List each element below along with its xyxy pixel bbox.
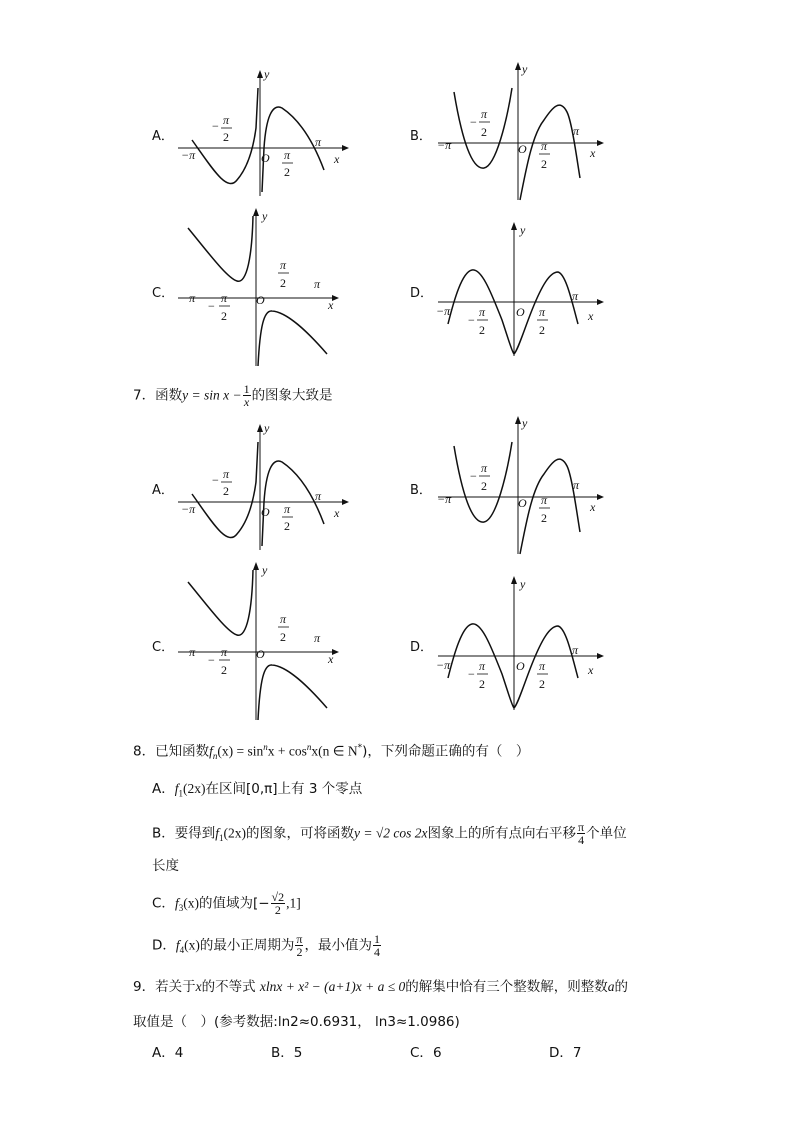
graph-option-d-1 xyxy=(432,220,612,360)
neg-sign: − xyxy=(470,115,477,129)
frac-two: 2 xyxy=(479,323,485,337)
q8-formula-part: (x) = sin xyxy=(217,743,264,759)
y-axis-label: y xyxy=(522,416,528,430)
pi-label: π xyxy=(572,643,579,657)
fraction xyxy=(373,933,381,958)
q9-text: 的解集中恰有三个整数解，则整数 xyxy=(405,979,608,995)
q8-option-a xyxy=(152,779,362,804)
frac-two: 2 xyxy=(223,130,229,144)
frac-two: 2 xyxy=(223,484,229,498)
q9-choice-b xyxy=(271,1043,302,1063)
neg-pi-label: −π xyxy=(181,291,196,305)
q9-text: 若关于 xyxy=(155,979,196,995)
option-d-label-1: D． xyxy=(410,286,434,301)
neg-pi-label: −π xyxy=(181,502,196,516)
variable: x xyxy=(195,979,202,994)
pi-label: π xyxy=(573,124,580,138)
formula: y = √2 cos 2x xyxy=(354,825,428,841)
option-label: C． xyxy=(152,895,175,912)
neg-sign: − xyxy=(468,313,475,327)
pi-label: π xyxy=(572,289,579,303)
frac-denominator: 2 xyxy=(274,903,281,917)
graph-option-b-1 xyxy=(432,60,612,205)
frac-pi: π xyxy=(479,659,486,673)
option-c-label-2: C． xyxy=(152,640,175,655)
frac-denominator: 2 xyxy=(296,945,303,959)
frac-pi: π xyxy=(284,502,291,516)
graph-option-b-2 xyxy=(432,414,612,559)
q9-text: 的 xyxy=(614,979,628,995)
pi-label: π xyxy=(315,489,322,503)
func-subscript: n xyxy=(212,751,218,762)
variable: a xyxy=(607,979,615,994)
neg-pi-label: −π xyxy=(436,658,451,672)
frac-pi: π xyxy=(221,291,228,305)
graph-option-a-1 xyxy=(172,68,352,204)
neg-sign: − xyxy=(208,653,215,667)
q8-option-b-line2: 长度 xyxy=(152,858,179,874)
func-symbol: f xyxy=(209,743,213,759)
func-subscript: 4 xyxy=(179,945,185,956)
y-axis-label: y xyxy=(262,209,268,223)
frac-numerator: √2 xyxy=(271,890,285,904)
frac-pi: π xyxy=(541,139,548,153)
neg-sign: − xyxy=(212,119,219,133)
pi-label: π xyxy=(314,631,321,645)
frac-two: 2 xyxy=(284,165,290,179)
x-axis-label: x xyxy=(328,652,334,666)
frac-two: 2 xyxy=(221,309,227,323)
q8-formula-part: x + cos xyxy=(267,743,307,759)
neg-pi-label: −π xyxy=(437,492,452,506)
option-label: D． xyxy=(549,1045,573,1061)
func-subscript: 1 xyxy=(219,833,224,844)
option-d-label-2: D． xyxy=(410,640,434,655)
graph-option-a-2 xyxy=(172,422,352,558)
q7-suffix: 的图象大致是 xyxy=(251,387,333,404)
neg-pi-label: −π xyxy=(181,148,196,162)
frac-numerator: π xyxy=(296,932,303,946)
pi-label: π xyxy=(315,135,322,149)
option-text: 在区间[0,π]上有 3 个零点 xyxy=(205,781,363,797)
func-argument: (x) xyxy=(184,937,200,953)
frac-two: 2 xyxy=(479,677,485,691)
neg-sign: − xyxy=(470,469,477,483)
y-axis-label: y xyxy=(264,67,270,81)
frac-denominator: x xyxy=(243,395,250,409)
func-symbol: f xyxy=(174,895,179,911)
frac-denominator: 4 xyxy=(578,833,585,847)
option-text: 的最小正周期为 xyxy=(199,937,295,954)
frac-pi: π xyxy=(284,148,291,162)
func-subscript: 3 xyxy=(178,903,184,914)
frac-two: 2 xyxy=(284,519,290,533)
neg-sign: − xyxy=(212,473,219,487)
pi-label: π xyxy=(573,478,580,492)
frac-pi: π xyxy=(541,493,548,507)
option-text: ,1] xyxy=(286,895,301,911)
question-9-stem xyxy=(133,977,628,997)
frac-numerator: π xyxy=(578,820,585,834)
frac-two: 2 xyxy=(541,511,547,525)
option-text: 的值域为[− xyxy=(198,895,270,912)
q8-stem-text: 已知函数 xyxy=(155,743,210,760)
option-label: C． xyxy=(410,1045,433,1061)
frac-two: 2 xyxy=(541,157,547,171)
x-axis-label: x xyxy=(588,309,594,323)
q7-fraction xyxy=(243,383,251,408)
q9-choice-d xyxy=(549,1043,582,1063)
frac-pi: π xyxy=(539,659,546,673)
frac-two: 2 xyxy=(539,323,545,337)
option-label: B． xyxy=(152,825,175,842)
func-argument: (x) xyxy=(183,895,199,911)
fraction xyxy=(577,821,585,846)
frac-two: 2 xyxy=(481,125,487,139)
option-value: 4 xyxy=(174,1045,184,1061)
y-axis-label: y xyxy=(262,563,268,577)
question-7-stem xyxy=(133,383,333,408)
neg-pi-label: −π xyxy=(436,304,451,318)
func-argument: (2x) xyxy=(183,781,206,796)
y-axis-label: y xyxy=(520,577,526,591)
func-argument: (2x) xyxy=(223,825,247,841)
question-number: 7． xyxy=(133,387,156,404)
option-b-label-2: B． xyxy=(410,483,432,498)
x-axis-label: x xyxy=(328,298,334,312)
x-axis-label: x xyxy=(590,146,596,160)
y-axis-label: y xyxy=(264,421,270,435)
q8-stem-end: )，下列命题正确的有（ ） xyxy=(362,743,530,760)
option-text: 图象上的所有点向右平移 xyxy=(427,825,577,842)
q7-formula: y = sin x − xyxy=(182,387,242,403)
func-symbol: f xyxy=(175,937,180,953)
x-axis-label: x xyxy=(334,506,340,520)
origin-label: O xyxy=(516,305,525,319)
option-c-label-1: C． xyxy=(152,286,175,301)
neg-sign: − xyxy=(208,299,215,313)
option-text: ，最小值为 xyxy=(304,937,372,954)
x-axis-label: x xyxy=(334,152,340,166)
q8-option-b xyxy=(152,821,627,848)
option-label: A． xyxy=(152,781,175,797)
graph-option-c-1 xyxy=(172,206,352,371)
origin-label: O xyxy=(518,142,527,156)
option-value: 7 xyxy=(572,1045,582,1061)
option-a-label-1: A． xyxy=(152,129,174,144)
frac-two: 2 xyxy=(221,663,227,677)
frac-pi: π xyxy=(280,612,287,626)
y-axis-label: y xyxy=(522,62,528,76)
x-axis-label: x xyxy=(590,500,596,514)
neg-sign: − xyxy=(468,667,475,681)
option-label: A． xyxy=(152,1045,175,1061)
question-number: 9． xyxy=(133,979,156,995)
frac-two: 2 xyxy=(539,677,545,691)
neg-pi-label: −π xyxy=(437,138,452,152)
inequality-formula: xlnx + x² − (a+1)x + a ≤ 0 xyxy=(259,979,406,994)
option-b-label-1: B． xyxy=(410,129,432,144)
neg-pi-label: −π xyxy=(181,645,196,659)
q8-option-d xyxy=(152,933,382,960)
frac-two: 2 xyxy=(280,276,286,290)
frac-pi: π xyxy=(280,258,287,272)
option-text: 个单位 xyxy=(586,825,627,842)
option-text: 的图象，可将函数 xyxy=(246,825,355,842)
q9-choice-a xyxy=(152,1043,183,1063)
frac-numerator: 1 xyxy=(373,932,380,946)
q8-option-c xyxy=(152,891,301,918)
question-9-line2: 取值是（ ）(参考数据:ln2≈0.6931， ln3≈1.0986) xyxy=(133,1014,460,1030)
frac-pi: π xyxy=(479,305,486,319)
graph-option-c-2 xyxy=(172,560,352,725)
option-text: 要得到 xyxy=(174,825,216,842)
origin-label: O xyxy=(518,496,527,510)
option-value: 5 xyxy=(293,1045,303,1061)
func-subscript: 1 xyxy=(178,788,184,799)
fraction xyxy=(295,933,303,958)
frac-two: 2 xyxy=(481,479,487,493)
option-value: 6 xyxy=(432,1045,442,1061)
origin-label: O xyxy=(256,647,265,661)
option-label: D． xyxy=(152,937,176,954)
option-label: B． xyxy=(271,1045,294,1061)
origin-label: O xyxy=(261,505,270,519)
frac-two: 2 xyxy=(280,630,286,644)
origin-label: O xyxy=(516,659,525,673)
x-axis-label: x xyxy=(588,663,594,677)
origin-label: O xyxy=(261,151,270,165)
q7-prefix: 函数 xyxy=(155,387,183,404)
q8-formula-part: x(n ∈ N xyxy=(311,743,358,759)
frac-numerator: 1 xyxy=(243,382,250,396)
question-number: 8． xyxy=(133,743,156,760)
func-symbol: f xyxy=(215,825,220,841)
frac-pi: π xyxy=(539,305,546,319)
frac-pi: π xyxy=(481,461,488,475)
frac-pi: π xyxy=(223,113,230,127)
option-a-label-2: A． xyxy=(152,483,174,498)
y-axis-label: y xyxy=(520,223,526,237)
fraction xyxy=(271,891,286,916)
origin-label: O xyxy=(256,293,265,307)
question-8-stem: 8．已知函数$f_n(x) = \sin^nx + \cos^nx(n$ ∈ N*)，下列命题正确的有（ ） xyxy=(133,742,530,762)
q9-text: 的不等式 xyxy=(201,979,256,995)
q9-choice-c xyxy=(410,1043,442,1063)
frac-denominator: 4 xyxy=(373,945,380,959)
frac-pi: π xyxy=(481,107,488,121)
pi-label: π xyxy=(314,277,321,291)
func-symbol: f xyxy=(174,781,179,796)
graph-option-d-2 xyxy=(432,574,612,714)
frac-pi: π xyxy=(221,645,228,659)
frac-pi: π xyxy=(223,467,230,481)
